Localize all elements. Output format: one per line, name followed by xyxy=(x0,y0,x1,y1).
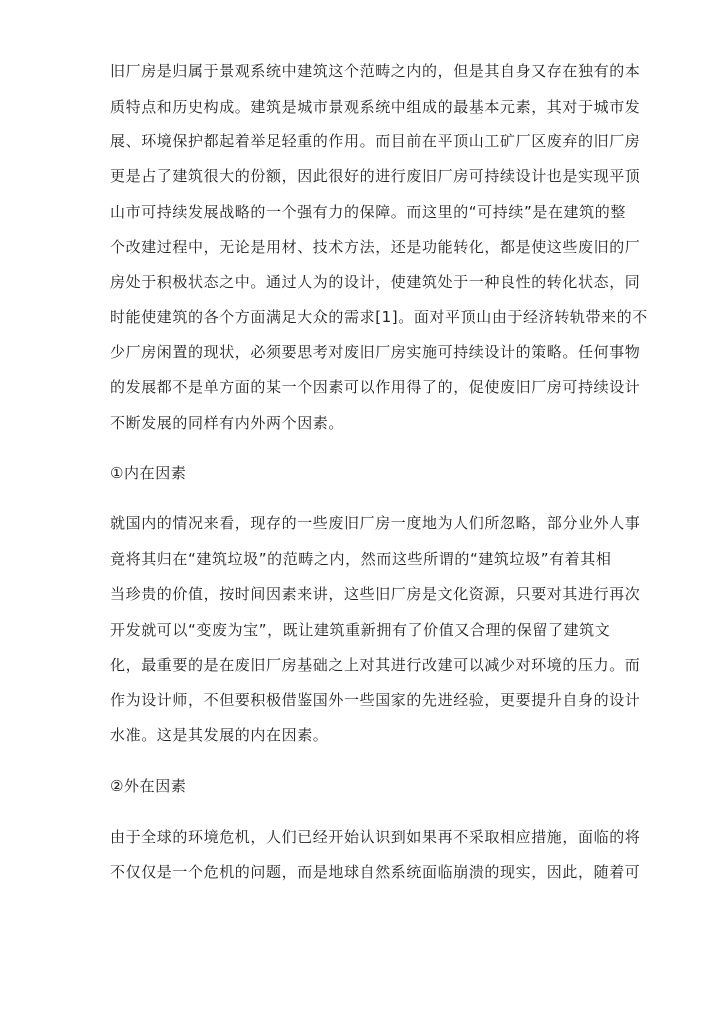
text-line: 少厂房闲置的现状，必须要思考对废旧厂房实施可持续设计的策略。任何事物 xyxy=(110,343,641,361)
section-heading: ①内在因素 xyxy=(110,464,187,482)
text-line: 化，最重要的是在废旧厂房基础之上对其进行改建可以减少对环境的压力。而 xyxy=(110,656,641,674)
text-line: 更是占了建筑很大的份额，因此很好的进行废旧厂房可持续设计也是实现平顶 xyxy=(110,167,641,185)
text-line: 由于全球的环境危机，人们已经开始认识到如果再不采取相应措施，面临的将 xyxy=(110,828,641,846)
text-line: 展、环境保护都起着举足轻重的作用。而目前在平顶山工矿厂区废弃的旧厂房 xyxy=(110,132,641,150)
text-line: 的发展都不是单方面的某一个因素可以作用得了的，促使废旧厂房可持续设计 xyxy=(110,378,641,396)
text-line: 个改建过程中，无论是用材、技术方法，还是功能转化，都是使这些废旧的厂 xyxy=(110,238,641,256)
text-line: 竟将其归在“建筑垃圾”的范畴之内，然而这些所谓的“建筑垃圾”有着其相 xyxy=(110,550,612,568)
text-line: 开发就可以“变废为宝”，既让建筑重新拥有了价值又合理的保留了建筑文 xyxy=(110,621,611,639)
text-line: 作为设计师，不但要积极借鉴国外一些国家的先进经验，更要提升自身的设计 xyxy=(110,691,641,709)
text-line: 当珍贵的价值，按时间因素来讲，这些旧厂房是文化资源，只要对其进行再次 xyxy=(110,585,641,603)
text-line: 山市可持续发展战略的一个强有力的保障。而这里的“可持续”是在建筑的整 xyxy=(110,203,626,221)
section-heading: ②外在因素 xyxy=(110,777,187,795)
text-line: 不仅仅是一个危机的问题，而是地球自然系统面临崩溃的现实，因此，随着可 xyxy=(110,863,641,881)
text-line: 不断发展的同样有内外两个因素。 xyxy=(110,414,345,432)
text-line: 时能使建筑的各个方面满足大众的需求[1]。面对平顶山由于经济转轨带来的不 xyxy=(110,308,648,326)
text-line: 房处于积极状态之中。通过人为的设计，使建筑处于一种良性的转化状态，同 xyxy=(110,273,641,291)
text-line: 水准。这是其发展的内在因素。 xyxy=(110,726,329,744)
text-line: 旧厂房是归属于景观系统中建筑这个范畴之内的，但是其自身又存在独有的本 xyxy=(110,62,641,80)
text-line: 质特点和历史构成。建筑是城市景观系统中组成的最基本元素，其对于城市发 xyxy=(110,98,641,116)
text-line: 就国内的情况来看，现存的一些废旧厂房一度地为人们所忽略，部分业外人事 xyxy=(110,514,641,532)
